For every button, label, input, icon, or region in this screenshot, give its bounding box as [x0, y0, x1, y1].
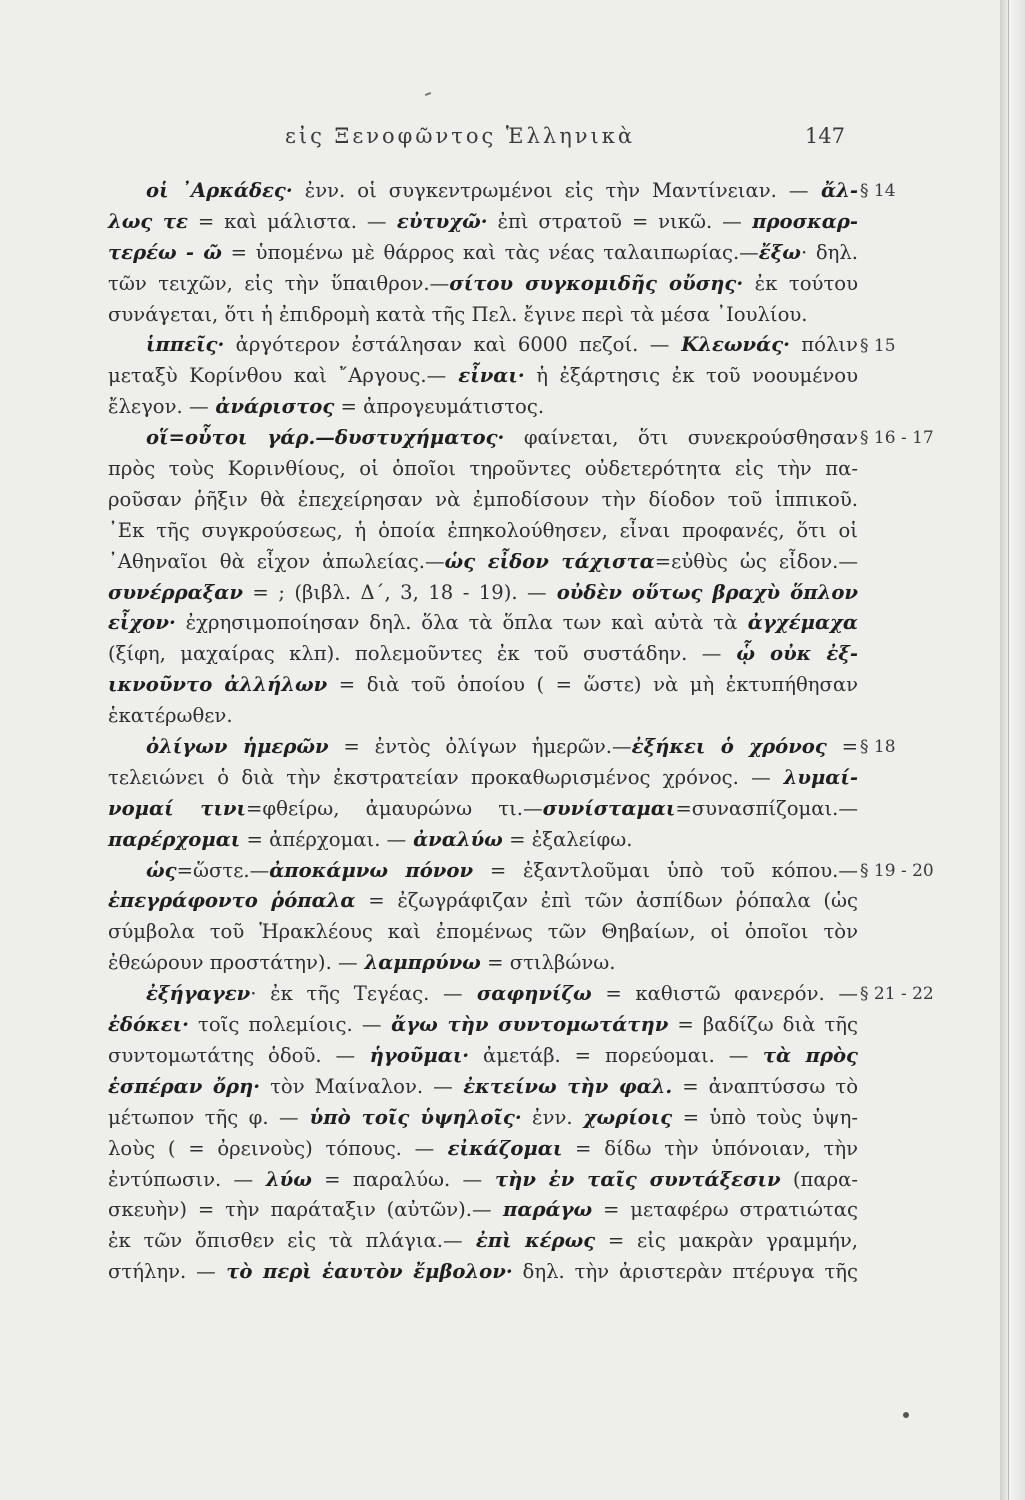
- gloss: λοὺς ( = ὀρεινοὺς) τόπους. —: [108, 1136, 435, 1160]
- gloss: ἐκ τούτου: [743, 271, 859, 295]
- gloss: τὸν Μαίναλον. —: [260, 1074, 453, 1098]
- lemma: τὰ πρὸς: [748, 1043, 858, 1067]
- text-line: [108, 516, 858, 547]
- gloss: ροῦσαν ῥῆξιν θὰ ἐπεχείρησαν νὰ ἐμποδίσουν τὴν δίοδον τοῦ ἱππικοῦ.: [108, 487, 858, 511]
- text-line: [108, 763, 858, 794]
- lemma: ἀνάριστος: [208, 395, 335, 419]
- gloss: ἐντύπωσιν. —: [108, 1167, 254, 1191]
- text-line: [108, 1134, 858, 1165]
- gloss: σύμβολα τοῦ Ἡρακλέους καὶ ἐπομένως τῶν Θηβαίων, οἱ ὁποῖοι τὸν: [108, 920, 858, 944]
- lemma: ἐπεγράφοντο ῥόπαλα: [108, 889, 356, 913]
- gloss: (παρα-: [780, 1167, 859, 1191]
- lemma: ἀγχέμαχα: [737, 611, 858, 635]
- gloss: ἑκατέρωθεν.: [108, 704, 233, 728]
- lemma: τερέω - ῶ: [108, 240, 222, 264]
- text-line: [108, 1072, 858, 1103]
- gloss: τῶν τειχῶν, εἰς τὴν ὕπαιθρον.—: [108, 271, 450, 295]
- lemma: ἑσπέραν ὄρη·: [108, 1074, 261, 1098]
- lemma: ἄλ-: [808, 179, 858, 202]
- lemma: προσκαρ-: [741, 209, 858, 233]
- text-line: [108, 392, 858, 423]
- text-line: [108, 238, 858, 269]
- gloss: =: [826, 735, 859, 759]
- text-line: [108, 423, 858, 454]
- gloss: τελειώνει ὁ διὰ τὴν ἐκστρατείαν προκαθωρισμένος χρόνος. —: [108, 765, 771, 789]
- lemma: ἱππεῖς·: [146, 333, 225, 357]
- lemma: ἐξήκει ὁ χρόνος: [631, 735, 827, 759]
- text-line: [108, 176, 858, 207]
- gloss: ἐχρησιμοποίησαν δηλ. ὅλα τὰ ὅπλα των καὶ αὐτὰ τὰ: [175, 611, 738, 635]
- lemma: ὡς: [146, 858, 177, 882]
- gloss: = ; (βιβλ. Δ΄, 3, 18 - 19). —: [242, 580, 547, 604]
- ink-speck: [425, 92, 431, 96]
- lemma: ὑπὸ τοῖς ὑψηλοῖς·: [298, 1105, 522, 1129]
- lemma: λυμαί-: [770, 765, 858, 789]
- gloss: = βαδίζω διὰ τῆς: [668, 1013, 858, 1037]
- text-line: [108, 886, 858, 917]
- gloss: =εὐθὺς ὡς εἶδον.—: [654, 549, 858, 573]
- gloss: =ὥστε.—: [176, 858, 270, 882]
- gloss: σκευὴν) = τὴν παράταξιν (αὐτῶν).—: [108, 1198, 492, 1222]
- gloss: ἡ ἐξάρτησις ἐκ τοῦ νοουμένου: [524, 364, 858, 388]
- lemma: εὐτυχῶ·: [386, 209, 488, 233]
- gloss: = ἀπρογευμάτιστος.: [334, 395, 545, 419]
- lemma: εἰκάζομαι: [434, 1136, 563, 1160]
- gloss: · ἐκ τῆς Τεγέας. —: [250, 982, 463, 1006]
- gloss: = ἀναπτύσσω τὸ: [672, 1074, 859, 1098]
- lemma: παρέρχομαι: [108, 827, 241, 851]
- text-line: [108, 917, 858, 948]
- gloss: πόλιν: [789, 333, 858, 357]
- gloss: = ἀπέρχομαι. —: [240, 827, 407, 851]
- gloss: συντομωτάτης ὁδοῦ. —: [108, 1043, 356, 1067]
- gloss: ἐπὶ στρατοῦ = νικῶ. —: [487, 209, 742, 233]
- text-line: [108, 1226, 858, 1257]
- lemma: συνέρραξαν: [108, 580, 243, 604]
- lemma: ἐξήγαγεν: [146, 982, 251, 1006]
- gloss: μεταξὺ Κορίνθου καὶ ῎Αργους.—: [108, 364, 447, 388]
- text-line: [108, 1010, 858, 1041]
- lemma: ὀλίγων ἡμερῶν: [146, 735, 329, 759]
- text-line: [108, 639, 858, 670]
- text-line: [108, 300, 858, 331]
- gloss: = διὰ τοῦ ὁποίου ( = ὥστε) νὰ μὴ ἐκτυπήθησαν: [327, 673, 858, 697]
- lemma: ᾧ οὐκ ἐξ-: [721, 642, 858, 666]
- paragraph-marker: § 14: [860, 181, 896, 201]
- text-line: [108, 1257, 858, 1288]
- lemma: παράγω: [491, 1198, 593, 1222]
- text-line: [108, 207, 858, 238]
- gloss: ἐνν. οἱ συγκεντρωμένοι εἰς τὴν Μαντίνειαν. —: [292, 179, 809, 202]
- gloss: = καθιστῶ φανερόν. —: [591, 982, 858, 1006]
- gloss: · δηλ.: [800, 240, 859, 264]
- text-line: [108, 547, 858, 578]
- lemma: Κλεωνάς·: [669, 333, 790, 357]
- gloss: = μεταφέρω στρατιώτας: [592, 1198, 858, 1222]
- lemma: ἐκτείνω τὴν φαλ.: [452, 1074, 673, 1098]
- lemma: σαφηνίζω: [462, 982, 592, 1006]
- lemma: οὐδὲν οὕτως βραχὺ ὅπλον: [546, 580, 858, 604]
- page-edge: [1000, 0, 1025, 1500]
- gloss: τοῖς πολεμίοις. —: [188, 1013, 382, 1037]
- lemma: ἡγοῦμαι·: [355, 1043, 470, 1067]
- text-line: [108, 1165, 858, 1196]
- text-line: [108, 1195, 858, 1226]
- lemma: χωρίοις: [572, 1105, 673, 1129]
- paragraph-marker: § 18: [860, 737, 896, 758]
- gloss: ἀμετάβ. = πορεύομαι. —: [469, 1043, 749, 1067]
- text-line: [108, 825, 858, 856]
- gloss: ἐνν.: [521, 1105, 573, 1129]
- gloss: συνάγεται, ὅτι ἡ ἐπιδρομὴ κατὰ τῆς Πελ. ἔγινε περὶ τὰ μέσα ᾿Ιουλίου.: [108, 302, 808, 326]
- lemma: οἵ=οὗτοι γάρ.—δυστυχήματος·: [146, 426, 505, 450]
- gloss: ἐκ τῶν ὄπισθεν εἰς τὰ πλάγια.—: [108, 1229, 463, 1253]
- gloss: ᾿Εκ τῆς συγκρούσεως, ἡ ὁποία ἐπηκολούθησεν, εἶναι προφανές, ὅτι οἱ: [108, 518, 858, 542]
- lemma: ἐπὶ κέρως: [462, 1229, 596, 1253]
- text-line: [108, 1103, 858, 1134]
- gloss: δηλ. τὴν ἀριστερὰν πτέρυγα τῆς: [512, 1260, 858, 1284]
- page-header: [285, 124, 845, 154]
- gloss: φαίνεται, ὅτι συνεκρούσθησαν: [504, 426, 859, 450]
- paragraph-marker: § 15: [860, 335, 896, 356]
- lemma: τὴν ἐν ταῖς συντάξεσιν: [482, 1167, 781, 1191]
- paragraph-marker: § 16 - 17: [860, 428, 934, 449]
- lemma: ικνοῦντο ἀλλήλων: [108, 673, 328, 697]
- commentary-text: [108, 176, 858, 1288]
- text-line: [108, 856, 858, 887]
- lemma: ἐδόκει·: [108, 1013, 189, 1037]
- lemma: εἶναι·: [446, 364, 525, 388]
- lemma: ἀναλύω: [406, 827, 503, 851]
- gloss: = στιλβώνω.: [480, 951, 616, 975]
- text-line: [108, 979, 858, 1010]
- lemma: νομαί τινι: [108, 796, 247, 820]
- gloss: στήλην. —: [108, 1260, 216, 1284]
- running-title: εἰς Ξενοφῶντος Ἑλληνικὰ: [285, 124, 636, 148]
- text-line: [108, 1041, 858, 1072]
- gloss: μέτωπον τῆς φ. —: [108, 1105, 299, 1129]
- text-line: [108, 361, 858, 392]
- text-line: [108, 670, 858, 701]
- gloss: =συνασπίζομαι.—: [675, 796, 858, 820]
- gloss: = καὶ μάλιστα. —: [187, 209, 387, 233]
- gloss: πρὸς τοὺς Κορινθίους, οἱ ὁποῖοι τηροῦντες οὐδετερότητα εἰς τὴν πα-: [108, 457, 858, 481]
- paragraph-marker: § 21 - 22: [860, 984, 934, 1005]
- lemma: λως τε: [108, 209, 188, 233]
- gloss: ἔλεγον. —: [108, 395, 209, 419]
- lemma: ἄγω τὴν συντομωτάτην: [381, 1013, 669, 1037]
- gloss: (ξίφη, μαχαίρας κλπ). πολεμοῦντες ἐκ τοῦ συστάδην. —: [108, 642, 722, 666]
- lemma: λύω: [253, 1167, 312, 1191]
- lemma: λαμπρύνω: [357, 951, 481, 975]
- text-line: [108, 269, 858, 300]
- gloss: = ἐξαντλοῦμαι ὑπὸ τοῦ κόπου.—: [473, 858, 858, 882]
- text-line: [108, 948, 858, 979]
- text-line: [108, 578, 858, 609]
- gloss: ἐθεώρουν προστάτην). —: [108, 951, 358, 975]
- gloss: = ἐζωγράφιζαν ἐπὶ τῶν ἀσπίδων ῥόπαλα (ὡς: [355, 889, 858, 913]
- gloss: = ὑπομένω μὲ θάρρος καὶ τὰς νέας ταλαιπωρίας.—: [221, 240, 759, 264]
- gloss: = ἐξαλείφω.: [502, 827, 633, 851]
- lemma: σίτου συγκομιδῆς οὔσης·: [449, 271, 744, 295]
- gloss: = δίδω τὴν ὑπόνοιαν, τὴν: [562, 1136, 858, 1160]
- page-number: 147: [804, 124, 845, 148]
- lemma: ὡς εἶδον τάχιστα: [444, 549, 655, 573]
- gloss: = παραλύω. —: [311, 1167, 483, 1191]
- lemma: εἶχον·: [108, 611, 176, 635]
- gloss: ᾿Αθηναῖοι θὰ εἶχον ἀπωλείας.—: [108, 549, 445, 573]
- text-line: [108, 485, 858, 516]
- text-line: [108, 454, 858, 485]
- lemma: ἔξω: [758, 240, 801, 264]
- ink-dot: [903, 1412, 909, 1418]
- text-line: [108, 794, 858, 825]
- text-line: [108, 701, 858, 732]
- text-line: [108, 608, 858, 639]
- lemma: τὸ περὶ ἑαυτὸν ἔμβολον·: [215, 1260, 513, 1284]
- gloss: = εἰς μακρὰν γραμμήν,: [595, 1229, 858, 1253]
- text-line: [108, 330, 858, 361]
- gloss: = ὑπὸ τοὺς ὑψη-: [672, 1105, 858, 1129]
- lemma: οἱ ᾿Αρκάδες·: [146, 179, 293, 202]
- gloss: =φθείρω, ἀμαυρώνω τι.—: [246, 796, 543, 820]
- text-line: [108, 732, 858, 763]
- gloss: ἀργότερον ἐστάλησαν καὶ 6000 πεζοί. —: [224, 333, 670, 357]
- gloss: = ἐντὸς ὀλίγων ἡμερῶν.—: [328, 735, 632, 759]
- lemma: ἀποκάμνω πόνον: [269, 858, 474, 882]
- paragraph-marker: § 19 - 20: [860, 860, 934, 881]
- lemma: συνίσταμαι: [542, 796, 676, 820]
